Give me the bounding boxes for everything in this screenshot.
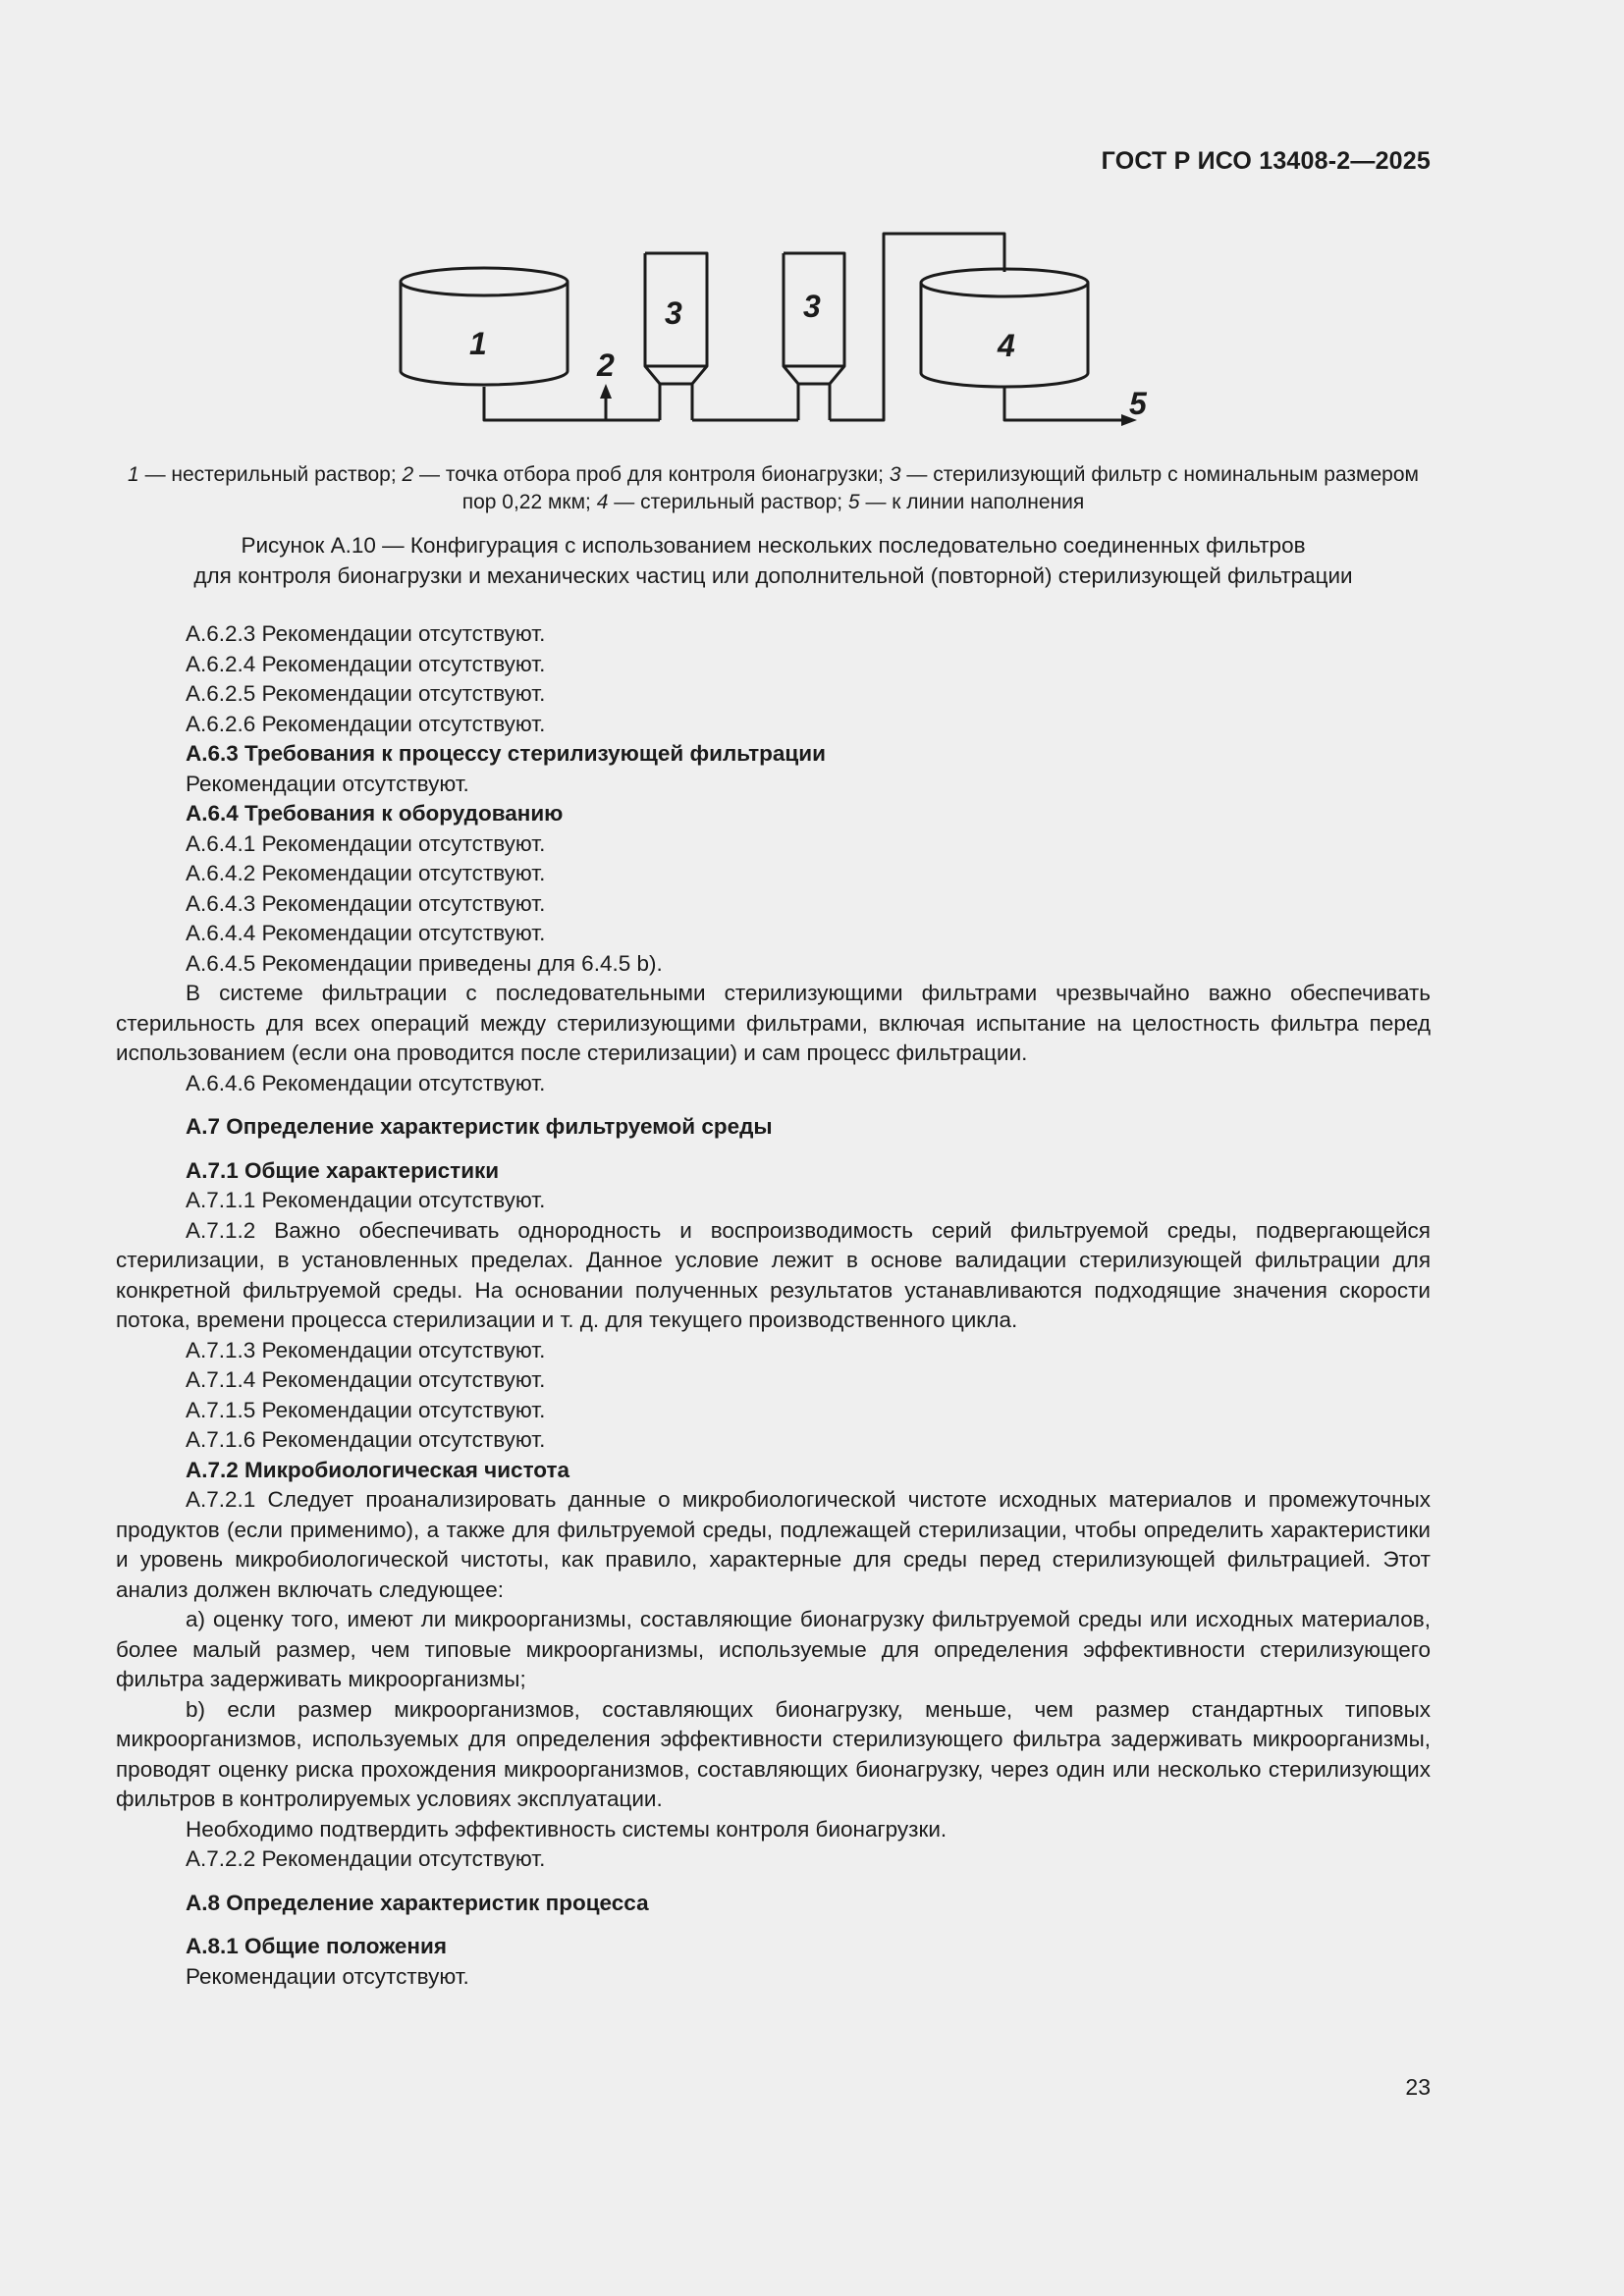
label-tank-1: 1 — [469, 326, 487, 361]
paragraph: А.7.1.6 Рекомендации отсутствуют. — [186, 1427, 546, 1452]
paragraph: А.6.2.3 Рекомендации отсутствуют. — [186, 621, 546, 646]
paragraph: Рекомендации отсутствуют. — [186, 771, 469, 796]
paragraph: А.6.4.3 Рекомендации отсутствуют. — [186, 890, 546, 916]
body-text — [116, 619, 1431, 1992]
legend-item-2: 2 — точка отбора проб для контроля бионагрузки; — [402, 463, 890, 486]
paragraph: А.7.2.2 Рекомендации отсутствуют. — [186, 1846, 546, 1871]
paragraph: А.6.4.4 Рекомендации отсутствуют. — [186, 921, 546, 945]
standard-designation: ГОСТ Р ИСО 13408-2—2025 — [1101, 147, 1431, 175]
caption-line-2: для контроля бионагрузки и механических частиц или дополнительной (повторной) стерилизующей фильтрации — [193, 563, 1353, 588]
section-heading: А.6.4 Требования к оборудованию — [186, 801, 564, 826]
label-tank-4: 4 — [998, 328, 1015, 363]
paragraph: А.7.1.4 Рекомендации отсутствуют. — [186, 1367, 546, 1392]
paragraph: А.6.4.6 Рекомендации отсутствуют. — [186, 1070, 546, 1095]
section-heading: А.6.3 Требования к процессу стерилизующей фильтрации — [186, 741, 826, 766]
paragraph: Необходимо подтвердить эффективность системы контроля бионагрузки. — [186, 1816, 947, 1842]
paragraph: А.7.1.1 Рекомендации отсутствуют. — [186, 1188, 546, 1212]
paragraph: А.7.1.5 Рекомендации отсутствуют. — [186, 1397, 546, 1422]
filter-3b — [784, 253, 844, 420]
label-sampling-2: 2 — [597, 347, 615, 383]
paragraph: А.7.2.1 Следует проанализировать данные о микробиологической чистоте исходных материалов и промежуточных продуктов (если применимо), а также для фильтруемой среды, подлежащей стерилизации, чтобы определить характеристики и уровень микробиологической чистоты, как правило, характерные для среды перед стерилизующей фильтрацией. Этот анализ должен включать следующее: — [116, 1487, 1431, 1602]
paragraph: a) оценку того, имеют ли микроорганизмы, составляющие бионагрузку фильтруемой среды или исходных материалов, более малый размер, чем типовые микроорганизмы, используемые для определения эффективности стерилизующего фильтра задерживать микроорганизмы; — [116, 1607, 1431, 1691]
pipe-line — [484, 234, 1004, 420]
tank-1-top — [401, 268, 568, 295]
legend-item-1: 1 — нестерильный раствор; — [128, 463, 403, 486]
filtration-scheme — [383, 221, 1168, 447]
section-heading: А.7.2 Микробиологическая чистота — [186, 1457, 570, 1482]
paragraph: b) если размер микроорганизмов, составляющих бионагрузку, меньше, чем размер стандартных типовых микроорганизмов, используемых для определения эффективности стерилизующего фильтра задерживать микроорганизмы, проводят оценку риска прохождения микроорганизмов, составляющих бионагрузку, через один или несколько стерилизующих фильтров в контролируемых условиях эксплуатации. — [116, 1696, 1431, 1811]
paragraph: А.7.1.2 Важно обеспечивать однородность и воспроизводимость серий фильтруемой среды, подвергающейся стерилизации, в установленных пределах. Данное условие лежит в основе валидации стерилизующей фильтрации для конкретной фильтруемой среды. На основании полученных результатов устанавливаются подходящие значения скорости потока, времени процесса стерилизации и т. д. для текущего производственного цикла. — [116, 1217, 1431, 1332]
paragraph: А.6.2.4 Рекомендации отсутствуют. — [186, 651, 546, 676]
filling-line — [1004, 387, 1129, 420]
paragraph: Рекомендации отсутствуют. — [186, 1963, 469, 1989]
paragraph: А.6.4.5 Рекомендации приведены для 6.4.5 b). — [186, 950, 663, 976]
tank-4-top — [921, 269, 1088, 296]
paragraph: А.6.2.6 Рекомендации отсутствуют. — [186, 711, 546, 736]
label-filling-5: 5 — [1129, 386, 1147, 421]
section-heading: А.8.1 Общие положения — [186, 1934, 447, 1958]
paragraph: В системе фильтрации с последовательными стерилизующими фильтрами чрезвычайно важно обеспечивать стерильность для всех операций между стерилизующими фильтрами, включая испытание на целостность фильтра перед использованием (если она проводится после стерилизации) и сам процесс фильтрации. — [116, 981, 1431, 1065]
paragraph: А.7.1.3 Рекомендации отсутствуют. — [186, 1337, 546, 1362]
legend-item-3: 3 — стерилизующий фильтр с номинальным размером пор 0,22 мкм; — [461, 463, 1419, 513]
figure-caption — [116, 530, 1431, 591]
section-heading: А.7.1 Общие характеристики — [186, 1157, 500, 1183]
filter-3a — [645, 253, 707, 420]
section-heading: А.8 Определение характеристик процесса — [186, 1890, 649, 1915]
legend-item-4: 4 — стерильный раствор; — [596, 491, 848, 513]
paragraph: А.6.4.2 Рекомендации отсутствуют. — [186, 861, 546, 885]
legend-item-5: 5 — к линии наполнения — [847, 491, 1085, 513]
figure-legend — [116, 461, 1431, 516]
figure-a10-diagram — [383, 221, 1168, 447]
label-filter-3a: 3 — [665, 295, 682, 331]
label-filter-3b: 3 — [803, 289, 821, 324]
caption-line-1: Рисунок А.10 — Конфигурация с использованием нескольких последовательно соединенных фильтров — [241, 533, 1306, 558]
page-number: 23 — [1405, 2074, 1431, 2100]
sampling-point-arrow — [600, 384, 612, 399]
section-heading: А.7 Определение характеристик фильтруемой среды — [186, 1114, 773, 1139]
paragraph: А.6.2.5 Рекомендации отсутствуют. — [186, 681, 546, 706]
paragraph: А.6.4.1 Рекомендации отсутствуют. — [186, 830, 546, 856]
